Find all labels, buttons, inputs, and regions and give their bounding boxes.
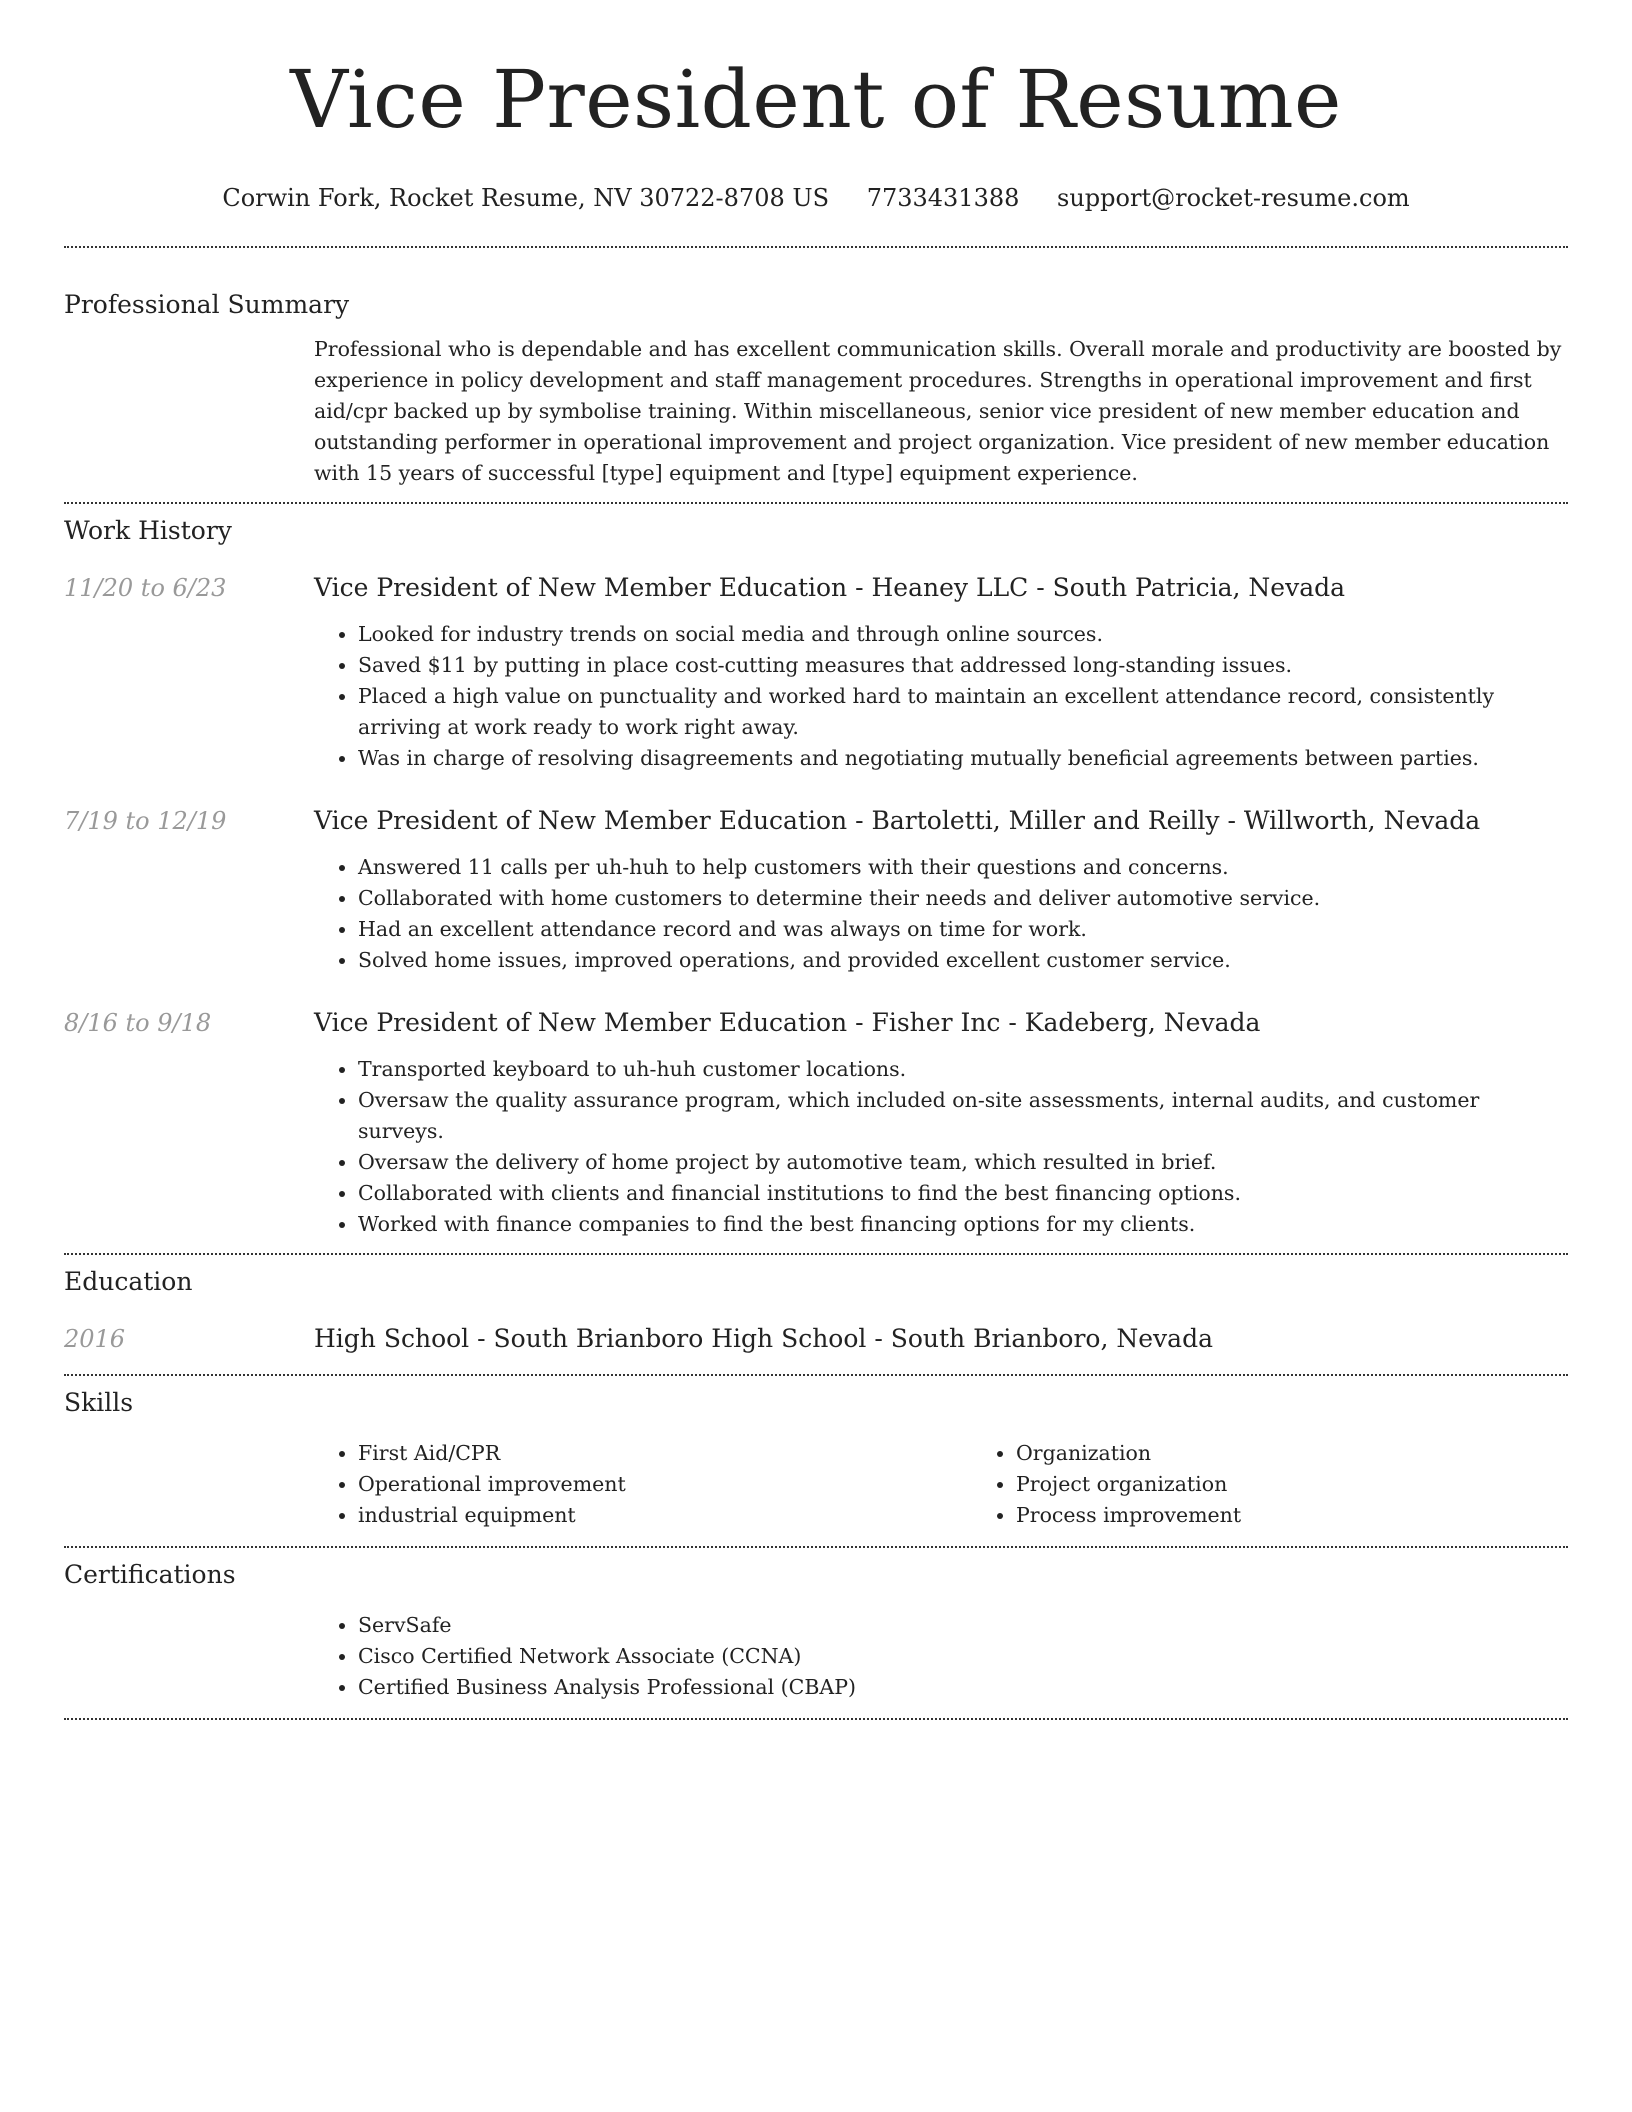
work-history-section <box>64 504 1568 1240</box>
section-heading-summary: Professional Summary <box>64 290 350 319</box>
list-item: • Looked for industry trends on social media and through online sources. <box>358 619 1568 650</box>
education-entry <box>64 1322 1568 1356</box>
job-title: Vice President of New Member Education - Fisher Inc - Kadeberg, Nevada <box>314 1008 1261 1037</box>
job-dates: 7/19 to 12/19 <box>64 807 227 835</box>
certifications-list <box>314 1610 1568 1703</box>
list-item: • Worked with finance companies to find the best financing options for my clients. <box>358 1209 1568 1240</box>
job-bullets <box>314 1054 1568 1240</box>
education-section <box>64 1255 1568 1356</box>
job-bullets <box>314 619 1568 774</box>
contact-line <box>64 182 1568 214</box>
list-item: • Process improvement <box>1016 1500 1630 1531</box>
job-entry <box>64 804 1568 976</box>
list-item: • Certified Business Analysis Professional (CBAP) <box>358 1672 1568 1703</box>
summary-text: Professional who is dependable and has excellent communication skills. Overall morale and productivity are boosted by experience in policy development and staff management procedures. Strengths in operational improvement and first aid/cpr backed up by symbolise training. Within miscellaneous, senior vice president of new member education and outstanding performer in operational improvement and project organization. Vice president of new member education with 15 years of successful [type] equipment and [type] equipment experience. <box>314 337 1562 485</box>
education-year: 2016 <box>64 1325 126 1353</box>
list-item: • Answered 11 calls per uh-huh to help customers with their questions and concerns. <box>358 852 1568 883</box>
job-title: Vice President of New Member Education - Heaney LLC - South Patricia, Nevada <box>314 573 1346 602</box>
certifications-section <box>64 1548 1568 1703</box>
job-entry <box>64 571 1568 774</box>
list-item: • Oversaw the delivery of home project by automotive team, which resulted in brief. <box>358 1147 1568 1178</box>
list-item: • Organization <box>1016 1438 1630 1469</box>
contact-email: support@rocket-resume.com <box>1057 184 1410 212</box>
list-item: • Solved home issues, improved operations, and provided excellent customer service. <box>358 945 1568 976</box>
skills-section <box>64 1376 1568 1531</box>
list-item: • Had an excellent attendance record and was always on time for work. <box>358 914 1568 945</box>
job-dates: 8/16 to 9/18 <box>64 1009 212 1037</box>
list-item: • Project organization <box>1016 1469 1630 1500</box>
list-item: • Was in charge of resolving disagreements and negotiating mutually beneficial agreements between parties. <box>358 743 1568 774</box>
section-heading-skills: Skills <box>64 1388 134 1417</box>
list-item: • Collaborated with clients and financial institutions to find the best financing options. <box>358 1178 1568 1209</box>
job-title: Vice President of New Member Education - Bartoletti, Miller and Reilly - Willworth, Nevada <box>314 806 1481 835</box>
list-item: • Operational improvement <box>358 1469 972 1500</box>
skills-list-right <box>972 1438 1630 1531</box>
contact-phone: 7733431388 <box>866 184 1020 212</box>
list-item: • industrial equipment <box>358 1500 972 1531</box>
list-item: • Saved $11 by putting in place cost-cutting measures that addressed long-standing issues. <box>358 650 1568 681</box>
list-item: • Placed a high value on punctuality and worked hard to maintain an excellent attendance record, consistently arriving at work ready to work right away. <box>358 681 1568 743</box>
section-heading-education: Education <box>64 1267 193 1296</box>
contact-address: Corwin Fork, Rocket Resume, NV 30722-8708 US <box>222 184 830 212</box>
skills-list-left <box>314 1438 972 1531</box>
list-item: • Collaborated with home customers to determine their needs and deliver automotive service. <box>358 883 1568 914</box>
job-entry <box>64 1006 1568 1240</box>
section-heading-certifications: Certifications <box>64 1560 236 1589</box>
list-item: • ServSafe <box>358 1610 1568 1641</box>
list-item: • First Aid/CPR <box>358 1438 972 1469</box>
summary-section <box>64 248 1568 489</box>
job-bullets <box>314 852 1568 976</box>
list-item: • Transported keyboard to uh-huh customer locations. <box>358 1054 1568 1085</box>
divider <box>64 1718 1568 1720</box>
job-dates: 11/20 to 6/23 <box>64 574 227 602</box>
list-item: • Cisco Certified Network Associate (CCNA) <box>358 1641 1568 1672</box>
resume-title: Vice President of Resume <box>290 53 1342 146</box>
education-degree: High School - South Brianboro High School - South Brianboro, Nevada <box>314 1324 1213 1353</box>
section-heading-work-history: Work History <box>64 516 232 545</box>
resume-page <box>64 0 1568 1720</box>
list-item: • Oversaw the quality assurance program, which included on-site assessments, internal audits, and customer surveys. <box>358 1085 1568 1147</box>
